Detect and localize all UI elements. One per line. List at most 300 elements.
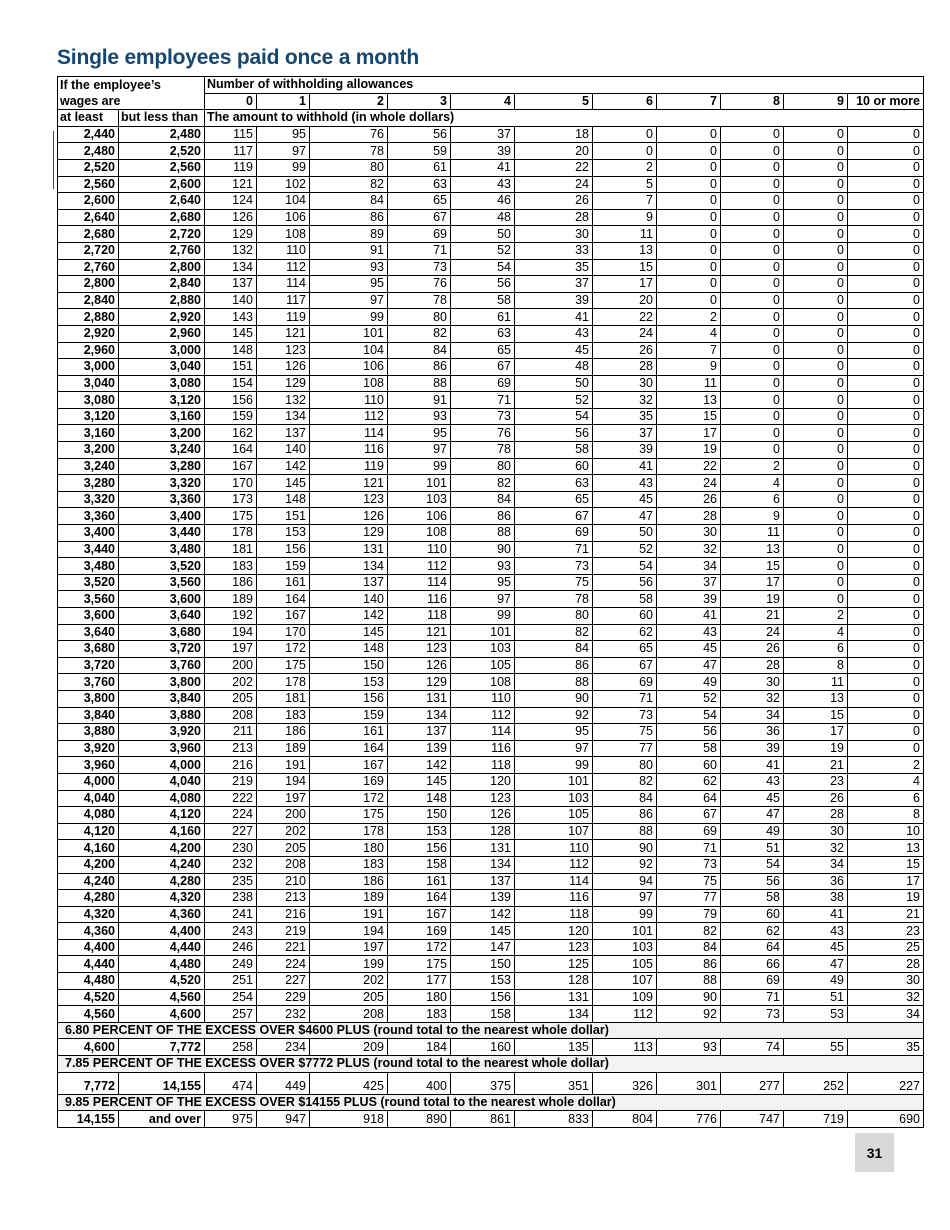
table-row: [58, 1006, 924, 1023]
withholding-amount: 2: [784, 608, 848, 625]
withholding-amount: 34: [848, 1006, 924, 1023]
withholding-amount: 86: [593, 807, 657, 824]
table-row: [58, 226, 924, 243]
withholding-amount: 159: [205, 408, 257, 425]
withholding-amount: 134: [515, 1006, 593, 1023]
withholding-amount: 375: [451, 1072, 515, 1094]
withholding-amount: 0: [848, 209, 924, 226]
withholding-amount: 114: [310, 425, 388, 442]
withholding-amount: 219: [257, 923, 310, 940]
wage-at-least: 4,080: [58, 807, 119, 824]
withholding-amount: 123: [451, 790, 515, 807]
withholding-amount: 71: [451, 392, 515, 409]
wage-at-least: 3,440: [58, 541, 119, 558]
withholding-amount: 167: [205, 458, 257, 475]
withholding-amount: 76: [451, 425, 515, 442]
withholding-amount: 19: [721, 591, 784, 608]
wage-at-least: 2,800: [58, 276, 119, 293]
withholding-amount: 0: [784, 359, 848, 376]
wage-at-least: 2,600: [58, 193, 119, 210]
wage-at-least: 3,880: [58, 724, 119, 741]
wage-at-least: 3,080: [58, 392, 119, 409]
withholding-amount: 99: [515, 757, 593, 774]
table-row: [58, 375, 924, 392]
withholding-amount: 137: [310, 574, 388, 591]
withholding-amount: 258: [205, 1039, 257, 1056]
withholding-amount: 47: [593, 508, 657, 525]
withholding-amount: 11: [593, 226, 657, 243]
withholding-amount: 41: [515, 309, 593, 326]
withholding-amount: 213: [205, 740, 257, 757]
withholding-amount: 97: [388, 442, 451, 459]
withholding-amount: 249: [205, 956, 257, 973]
withholding-amount: 41: [657, 608, 721, 625]
withholding-amount: 22: [515, 159, 593, 176]
withholding-amount: 164: [310, 740, 388, 757]
withholding-amount: 0: [721, 159, 784, 176]
withholding-amount: 80: [593, 757, 657, 774]
withholding-amount: 69: [721, 973, 784, 990]
withholding-amount: 67: [515, 508, 593, 525]
withholding-amount: 0: [784, 292, 848, 309]
withholding-amount: 186: [310, 873, 388, 890]
table-row: [58, 126, 924, 143]
wage-at-least: 3,120: [58, 408, 119, 425]
wage-at-least: 4,520: [58, 989, 119, 1006]
wage-at-least: 4,400: [58, 939, 119, 956]
table-row: [58, 873, 924, 890]
withholding-amount: 90: [451, 541, 515, 558]
withholding-amount: 230: [205, 840, 257, 857]
withholding-amount: 119: [310, 458, 388, 475]
withholding-amount: 54: [721, 856, 784, 873]
withholding-amount: 197: [310, 939, 388, 956]
table-row: [58, 790, 924, 807]
withholding-amount: 189: [310, 890, 388, 907]
header-row-2: [58, 93, 924, 110]
withholding-amount: 90: [515, 690, 593, 707]
withholding-amount: 145: [310, 624, 388, 641]
withholding-amount: 178: [205, 525, 257, 542]
withholding-amount: 99: [257, 159, 310, 176]
table-row: [58, 342, 924, 359]
withholding-amount: 191: [257, 757, 310, 774]
withholding-amount: 148: [257, 491, 310, 508]
withholding-amount: 0: [657, 209, 721, 226]
withholding-amount: 62: [593, 624, 657, 641]
withholding-amount: 0: [784, 442, 848, 459]
wage-at-least: 2,440: [58, 126, 119, 143]
withholding-amount: 400: [388, 1072, 451, 1094]
withholding-amount: 28: [721, 657, 784, 674]
withholding-amount: 88: [657, 973, 721, 990]
withholding-amount: 97: [515, 740, 593, 757]
withholding-amount: 75: [657, 873, 721, 890]
table-row: [58, 209, 924, 226]
withholding-amount: 43: [451, 176, 515, 193]
withholding-amount: 159: [257, 558, 310, 575]
wage-less-than: 2,680: [119, 209, 205, 226]
withholding-amount: 8: [784, 657, 848, 674]
withholding-amount: 88: [388, 375, 451, 392]
withholding-amount: 45: [721, 790, 784, 807]
withholding-amount: 121: [205, 176, 257, 193]
withholding-amount: 49: [784, 973, 848, 990]
withholding-amount: 15: [657, 408, 721, 425]
wage-at-least: 4,280: [58, 890, 119, 907]
withholding-amount: 92: [593, 856, 657, 873]
withholding-amount: 21: [784, 757, 848, 774]
withholding-amount: 0: [721, 375, 784, 392]
wage-less-than: 2,560: [119, 159, 205, 176]
withholding-amount: 71: [593, 690, 657, 707]
withholding-amount: 4: [848, 773, 924, 790]
withholding-amount: 167: [310, 757, 388, 774]
withholding-amount: 0: [848, 690, 924, 707]
withholding-amount: 123: [310, 491, 388, 508]
withholding-amount: 24: [515, 176, 593, 193]
table-row: [58, 408, 924, 425]
withholding-amount: 0: [848, 740, 924, 757]
withholding-amount: 62: [657, 773, 721, 790]
withholding-amount: 108: [257, 226, 310, 243]
withholding-amount: 34: [784, 856, 848, 873]
withholding-amount: 63: [515, 475, 593, 492]
withholding-amount: 0: [848, 375, 924, 392]
withholding-amount: 28: [784, 807, 848, 824]
withholding-amount: 19: [848, 890, 924, 907]
bracket-note-row: [58, 1056, 924, 1073]
wage-at-least: 2,960: [58, 342, 119, 359]
withholding-amount: 142: [310, 608, 388, 625]
wage-less-than: 3,480: [119, 541, 205, 558]
wage-at-least: 2,920: [58, 325, 119, 342]
wage-less-than: 2,920: [119, 309, 205, 326]
withholding-amount: 449: [257, 1072, 310, 1094]
withholding-amount: 0: [848, 259, 924, 276]
withholding-amount: 22: [657, 458, 721, 475]
withholding-amount: 99: [388, 458, 451, 475]
withholding-amount: 161: [388, 873, 451, 890]
wage-less-than: 4,560: [119, 989, 205, 1006]
wage-at-least: 4,480: [58, 973, 119, 990]
wage-at-least: 3,400: [58, 525, 119, 542]
withholding-amount: 167: [257, 608, 310, 625]
withholding-amount: 78: [451, 442, 515, 459]
withholding-amount: 76: [310, 126, 388, 143]
table-row: [58, 939, 924, 956]
withholding-amount: 194: [205, 624, 257, 641]
withholding-amount: 0: [848, 143, 924, 160]
withholding-amount: 97: [310, 292, 388, 309]
allowance-col-header: 4: [451, 93, 515, 110]
allowance-col-header: 3: [388, 93, 451, 110]
withholding-amount: 50: [515, 375, 593, 392]
withholding-amount: 205: [310, 989, 388, 1006]
bracket-note: 6.80 PERCENT OF THE EXCESS OVER $4600 PLUS (round total to the nearest whole dollar): [58, 1022, 924, 1039]
withholding-amount: 221: [257, 939, 310, 956]
wage-at-least: 4,440: [58, 956, 119, 973]
withholding-amount: 137: [205, 276, 257, 293]
withholding-amount: 0: [784, 375, 848, 392]
withholding-amount: 106: [257, 209, 310, 226]
withholding-amount: 66: [721, 956, 784, 973]
withholding-amount: 82: [593, 773, 657, 790]
withholding-amount: 0: [657, 292, 721, 309]
table-row: [58, 392, 924, 409]
wage-less-than: 3,920: [119, 724, 205, 741]
withholding-amount: 78: [515, 591, 593, 608]
withholding-amount: 153: [257, 525, 310, 542]
withholding-amount: 833: [515, 1111, 593, 1128]
bracket-note: 7.85 PERCENT OF THE EXCESS OVER $7772 PLUS (round total to the nearest whole dollar): [58, 1056, 924, 1073]
withholding-amount: 118: [515, 906, 593, 923]
withholding-amount: 161: [310, 724, 388, 741]
withholding-amount: 65: [388, 193, 451, 210]
withholding-amount: 2: [848, 757, 924, 774]
withholding-amount: 126: [205, 209, 257, 226]
withholding-amount: 0: [721, 226, 784, 243]
withholding-amount: 114: [451, 724, 515, 741]
wage-less-than: 2,600: [119, 176, 205, 193]
wage-less-than: 4,000: [119, 757, 205, 774]
withholding-amount: 776: [657, 1111, 721, 1128]
withholding-amount: 64: [721, 939, 784, 956]
withholding-amount: 150: [388, 807, 451, 824]
withholding-amount: 0: [784, 558, 848, 575]
withholding-amount: 37: [515, 276, 593, 293]
wage-less-than: 2,880: [119, 292, 205, 309]
withholding-amount: 73: [451, 408, 515, 425]
withholding-amount: 75: [515, 574, 593, 591]
withholding-amount: 148: [205, 342, 257, 359]
withholding-amount: 91: [310, 242, 388, 259]
withholding-amount: 170: [205, 475, 257, 492]
withholding-amount: 93: [451, 558, 515, 575]
allowance-col-header: 6: [593, 93, 657, 110]
withholding-amount: 804: [593, 1111, 657, 1128]
withholding-amount: 120: [515, 923, 593, 940]
withholding-amount: 474: [205, 1072, 257, 1094]
wage-at-least: 4,320: [58, 906, 119, 923]
wage-less-than: 3,800: [119, 674, 205, 691]
withholding-amount: 55: [784, 1039, 848, 1056]
withholding-amount: 32: [593, 392, 657, 409]
withholding-amount: 170: [257, 624, 310, 641]
withholding-amount: 0: [657, 159, 721, 176]
wage-at-least: 4,360: [58, 923, 119, 940]
withholding-amount: 123: [257, 342, 310, 359]
withholding-amount: 132: [257, 392, 310, 409]
withholding-amount: 39: [515, 292, 593, 309]
wage-at-least: 3,960: [58, 757, 119, 774]
bracket-note-row: [58, 1022, 924, 1039]
table-row: [58, 309, 924, 326]
table-row: [58, 491, 924, 508]
withholding-amount: 101: [451, 624, 515, 641]
table-row: [58, 1039, 924, 1056]
withholding-amount: 73: [515, 558, 593, 575]
withholding-amount: 11: [657, 375, 721, 392]
withholding-amount: 107: [515, 823, 593, 840]
withholding-amount: 243: [205, 923, 257, 940]
withholding-amount: 0: [784, 591, 848, 608]
withholding-amount: 30: [848, 973, 924, 990]
wage-at-least: 4,240: [58, 873, 119, 890]
withholding-amount: 224: [205, 807, 257, 824]
withholding-amount: 35: [593, 408, 657, 425]
withholding-amount: 145: [451, 923, 515, 940]
allowance-col-header: 10 or more: [848, 93, 924, 110]
withholding-amount: 202: [205, 674, 257, 691]
table-row: [58, 973, 924, 990]
withholding-amount: 0: [784, 342, 848, 359]
withholding-amount: 110: [451, 690, 515, 707]
withholding-amount: 86: [657, 956, 721, 973]
withholding-amount: 131: [388, 690, 451, 707]
wage-at-least: 3,640: [58, 624, 119, 641]
withholding-amount: 0: [721, 342, 784, 359]
withholding-amount: 156: [451, 989, 515, 1006]
withholding-amount: 0: [784, 541, 848, 558]
table-row: [58, 259, 924, 276]
table-row: [58, 906, 924, 923]
withholding-amount: 56: [388, 126, 451, 143]
withholding-amount: 102: [257, 176, 310, 193]
wage-less-than: 3,640: [119, 608, 205, 625]
withholding-amount: 97: [451, 591, 515, 608]
withholding-amount: 177: [388, 973, 451, 990]
withholding-amount: 108: [310, 375, 388, 392]
withholding-amount: 252: [784, 1072, 848, 1094]
withholding-amount: 208: [257, 856, 310, 873]
withholding-amount: 0: [848, 392, 924, 409]
withholding-amount: 59: [388, 143, 451, 160]
withholding-amount: 191: [310, 906, 388, 923]
wage-less-than: 3,080: [119, 375, 205, 392]
withholding-amount: 73: [657, 856, 721, 873]
table-row: [58, 840, 924, 857]
withholding-amount: 56: [657, 724, 721, 741]
withholding-amount: 37: [657, 574, 721, 591]
withholding-amount: 167: [388, 906, 451, 923]
withholding-amount: 194: [257, 773, 310, 790]
withholding-amount: 197: [205, 641, 257, 658]
wage-less-than: 3,520: [119, 558, 205, 575]
wage-at-least: 3,480: [58, 558, 119, 575]
withholding-amount: 84: [657, 939, 721, 956]
withholding-amount: 47: [721, 807, 784, 824]
withholding-amount: 93: [657, 1039, 721, 1056]
table-row: [58, 657, 924, 674]
withholding-amount: 71: [515, 541, 593, 558]
withholding-amount: 158: [451, 1006, 515, 1023]
withholding-amount: 82: [657, 923, 721, 940]
withholding-amount: 0: [657, 276, 721, 293]
withholding-amount: 6: [784, 641, 848, 658]
withholding-amount: 145: [205, 325, 257, 342]
withholding-amount: 79: [657, 906, 721, 923]
withholding-amount: 71: [657, 840, 721, 857]
wages-label-2: wages are: [58, 93, 205, 110]
withholding-amount: 0: [848, 591, 924, 608]
withholding-amount: 4: [721, 475, 784, 492]
withholding-amount: 186: [257, 724, 310, 741]
table-row: [58, 359, 924, 376]
table-row: [58, 773, 924, 790]
withholding-amount: 86: [310, 209, 388, 226]
withholding-amount: 63: [451, 325, 515, 342]
withholding-amount: 183: [388, 1006, 451, 1023]
withholding-amount: 61: [388, 159, 451, 176]
wage-at-least: 2,760: [58, 259, 119, 276]
withholding-amount: 947: [257, 1111, 310, 1128]
withholding-amount: 107: [593, 973, 657, 990]
withholding-amount: 88: [515, 674, 593, 691]
withholding-amount: 60: [593, 608, 657, 625]
withholding-amount: 137: [388, 724, 451, 741]
wage-at-least: 3,200: [58, 442, 119, 459]
wage-at-least: 3,680: [58, 641, 119, 658]
withholding-amount: 172: [257, 641, 310, 658]
withholding-amount: 178: [257, 674, 310, 691]
withholding-amount: 0: [721, 292, 784, 309]
withholding-amount: 118: [388, 608, 451, 625]
withholding-amount: 234: [257, 1039, 310, 1056]
wage-at-least: 2,720: [58, 242, 119, 259]
withholding-amount: 86: [451, 508, 515, 525]
wage-at-least: 3,920: [58, 740, 119, 757]
withholding-amount: 0: [657, 226, 721, 243]
withholding-amount: 105: [451, 657, 515, 674]
withholding-amount: 110: [515, 840, 593, 857]
withholding-amount: 123: [515, 939, 593, 956]
wage-at-least: 3,840: [58, 707, 119, 724]
withholding-amount: 43: [721, 773, 784, 790]
withholding-amount: 17: [848, 873, 924, 890]
withholding-amount: 15: [784, 707, 848, 724]
withholding-amount: 137: [257, 425, 310, 442]
withholding-amount: 164: [205, 442, 257, 459]
wage-less-than: 3,880: [119, 707, 205, 724]
withholding-amount: 95: [388, 425, 451, 442]
withholding-amount: 28: [657, 508, 721, 525]
withholding-amount: 17: [657, 425, 721, 442]
withholding-amount: 156: [257, 541, 310, 558]
wage-less-than: 4,360: [119, 906, 205, 923]
withholding-amount: 0: [848, 276, 924, 293]
wage-at-least: 4,560: [58, 1006, 119, 1023]
withholding-amount: 24: [721, 624, 784, 641]
withholding-amount: 23: [848, 923, 924, 940]
withholding-amount: 47: [657, 657, 721, 674]
withholding-amount: 134: [257, 408, 310, 425]
withholding-amount: 62: [721, 923, 784, 940]
wage-less-than: 3,320: [119, 475, 205, 492]
withholding-amount: 172: [388, 939, 451, 956]
withholding-amount: 0: [848, 159, 924, 176]
wages-label: If the employee’s: [58, 77, 205, 94]
withholding-amount: 0: [784, 242, 848, 259]
table-row: [58, 276, 924, 293]
withholding-amount: 222: [205, 790, 257, 807]
withholding-amount: 21: [721, 608, 784, 625]
allowance-col-header: 1: [257, 93, 310, 110]
withholding-amount: 0: [848, 193, 924, 210]
wage-less-than: 2,720: [119, 226, 205, 243]
withholding-amount: 227: [205, 823, 257, 840]
wage-at-least: 3,520: [58, 574, 119, 591]
